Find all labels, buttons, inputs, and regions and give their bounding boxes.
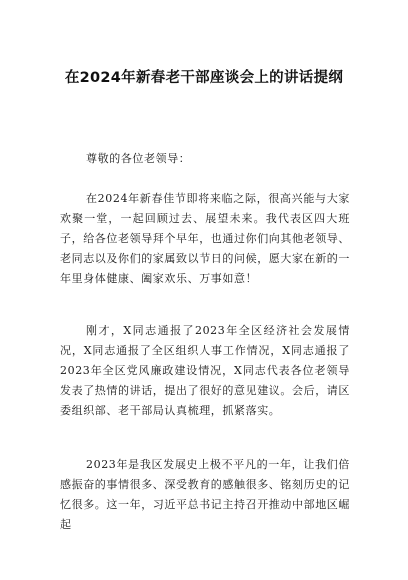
paragraph-3: 2023年是我区发展史上极不平凡的一年，让我们倍感振奋的事情很多、深受教育的感触很多、铭刻历史的记忆很多。这一年，习近平总书记主持召开推动中部地区崛起 [60,458,350,531]
paragraph-2: 刚才，X同志通报了2023年全区经济社会发展情况，X同志通报了全区组织人事工作情况，X同志通报了2023年全区党风廉政建设情况，X同志代表各位老领导发表了热情的讲话，提出了很好的意见建议。会后，请区委组织部、老干部局认真梳理，抓紧落实。 [60,324,350,417]
salutation: 尊敬的各位老领导： [86,152,191,165]
document-title: 在2024年新春老干部座谈会上的讲话提纲 [64,70,344,86]
paragraph-1: 在2024年新春佳节即将来临之际，很高兴能与大家欢聚一堂，一起回顾过去、展望未来。我代表区四大班子，给各位老领导拜个早年，也通过你们向其他老领导、老同志以及你们的家属致以节日的问候，愿大家在新的一年里身体健康、阖家欢乐、万事如意！ [60,192,350,285]
